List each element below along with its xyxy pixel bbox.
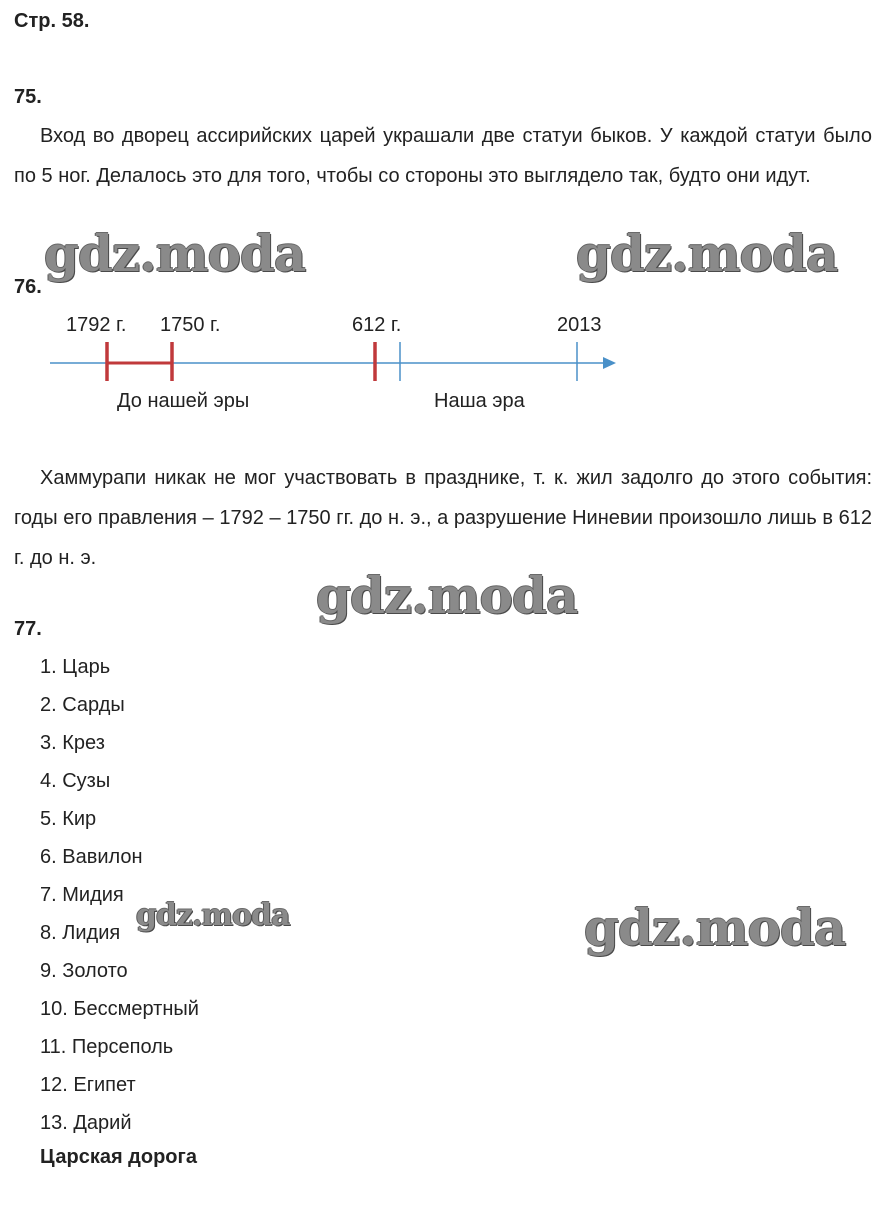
list-item: 7. Мидия — [40, 884, 124, 906]
list-item: 1. Царь — [40, 656, 111, 678]
watermark: gdz.moda — [576, 224, 838, 283]
label-612: 612 г. — [352, 314, 402, 336]
task-76-number: 76. — [14, 276, 42, 298]
timeline-arrow-head — [603, 357, 616, 369]
label-2013: 2013 — [557, 314, 602, 336]
watermark: gdz.moda — [316, 566, 578, 625]
page-header: Стр. 58. — [14, 10, 90, 32]
list-item: 9. Золото — [40, 960, 128, 982]
label-1792: 1792 г. — [66, 314, 127, 336]
list-item: 13. Дарий — [40, 1112, 132, 1134]
answer-list — [40, 648, 199, 1142]
watermark: gdz.moda — [584, 898, 846, 957]
list-item: 2. Сарды — [40, 694, 125, 716]
list-item: 10. Бессмертный — [40, 998, 199, 1020]
list-item: 8. Лидия — [40, 922, 121, 944]
list-item: 11. Персеполь — [40, 1036, 174, 1058]
list-item: 6. Вавилон — [40, 846, 143, 868]
task-75-text: Вход во дворец ассирийских царей украшали две статуи быков. У каждой статуи было по 5 ног. Делалось это для того, чтобы со стороны это выглядело так, будто они идут. — [14, 125, 872, 187]
timeline-diagram — [0, 300, 881, 420]
list-item: 3. Крез — [40, 732, 105, 754]
task-76-text: Хаммурапи никак не мог участвовать в празднике, т. к. жил задолго до этого события: годы его правления – 1792 – 1750 гг. до н. э., а разрушение Ниневии произошло лишь в 612 г. до н. э. — [14, 467, 872, 569]
list-item: 12. Египет — [40, 1074, 136, 1096]
watermark: gdz.moda — [136, 898, 290, 933]
task-77-number: 77. — [14, 618, 42, 640]
label-1750: 1750 г. — [160, 314, 221, 336]
task-77-answer: Царская дорога — [40, 1146, 197, 1168]
era-bc-label: До нашей эры — [117, 390, 250, 412]
list-item: 4. Сузы — [40, 770, 111, 792]
list-item: 5. Кир — [40, 808, 97, 830]
task-75-number: 75. — [14, 86, 42, 108]
era-ad-label: Наша эра — [434, 390, 525, 412]
watermark: gdz.moda — [44, 224, 306, 283]
